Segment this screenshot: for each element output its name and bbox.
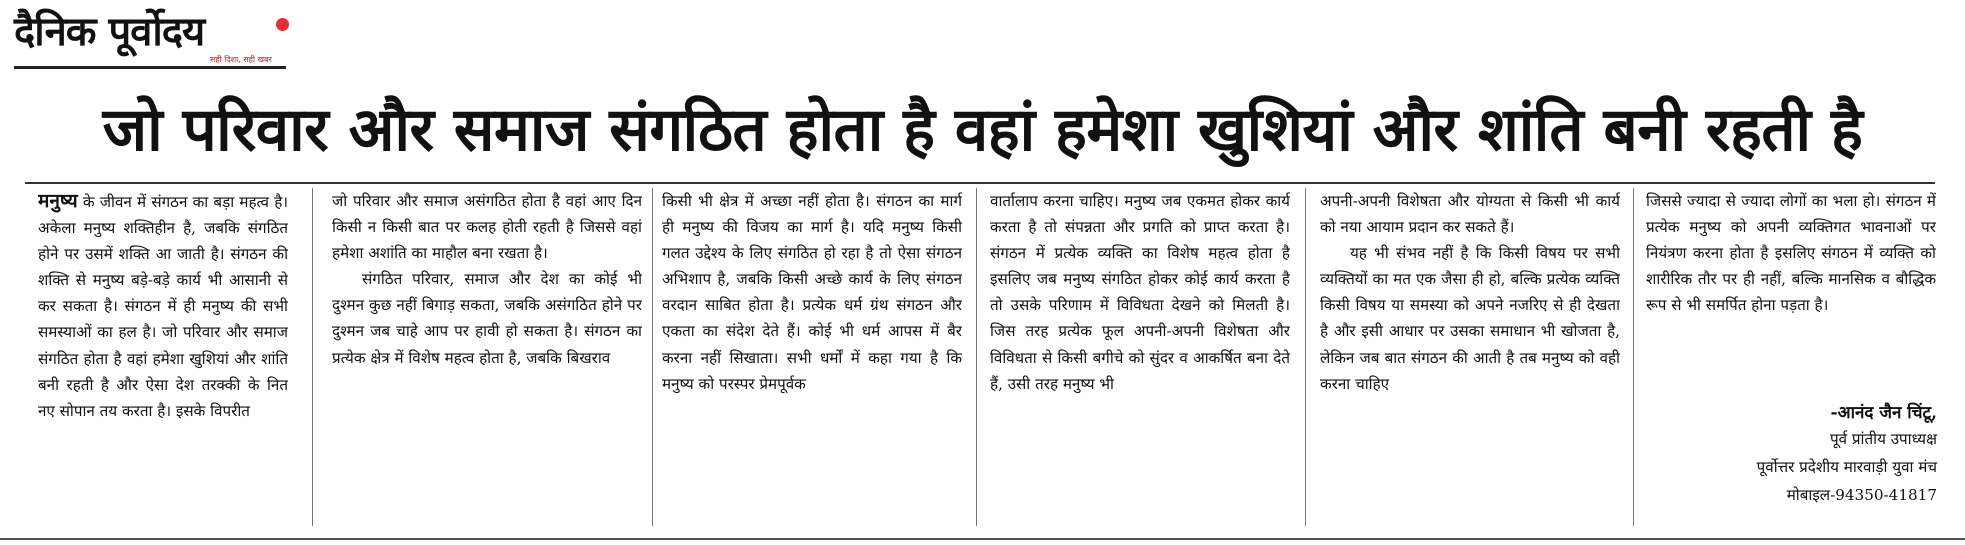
column-6-text: जिससे ज्यादा से ज्यादा लोगों का भला हो। संगठन में प्रत्येक मनुष्य को अपनी व्यक्तिगत भावनाओं पर नियंत्रण करना होता है इसलिए संगठन में व्यक्ति को शारीरिक तौर पर ही नहीं, बल्कि मानसिक व बौद्धिक रूप से भी समर्पित होना पड़ता है।	[1646, 192, 1936, 315]
column-divider	[312, 188, 313, 526]
article-column-3	[662, 188, 962, 533]
masthead-logo	[14, 8, 289, 78]
author-phone: मोबाइल-94350-41817	[1786, 486, 1937, 504]
column-divider	[1633, 188, 1634, 526]
author-role: पूर्व प्रांतीय उपाध्यक्ष	[1830, 430, 1937, 448]
column-divider	[976, 188, 977, 526]
logo-dot	[276, 18, 289, 31]
lead-word: मनुष्य	[38, 190, 78, 212]
newspaper-name: दैनिक पूर्वोदय	[14, 9, 205, 55]
article-column-1	[38, 188, 288, 533]
column-4-text: वार्तालाप करना चाहिए। मनुष्य जब एकमत होकर कार्य करता है तो संपन्नता और प्रगति को प्राप्त करता है। संगठन में प्रत्येक व्यक्ति का विशेष महत्व होता है इसलिए जब मनुष्य संगठित होकर कोई कार्य करता है तो उसके परिणाम में विविधता देखने को मिलती है। जिस तरह प्रत्येक फूल अपनी-अपनी विशेषता और विविधता से किसी बगीचे को सुंदर व आकर्षित बना देते हैं, उसी तरह मनुष्य भी	[990, 192, 1290, 393]
newspaper-tagline: सही दिशा, सही खबर	[210, 55, 272, 64]
column-2-paragraph-1: जो परिवार और समाज असंगठित होता है वहां आए दिन किसी न किसी बात पर कलह होती रहती है जिससे वहां हमेशा अशांति का माहौल बना रखता है।	[332, 192, 642, 263]
article-column-2	[332, 188, 642, 533]
column-2-paragraph-2: संगठित परिवार, समाज और देश का कोई भी दुश्मन कुछ नहीं बिगाड़ सकता, जबकि असंगठित होने पर दुश्मन जब चाहे आप पर हावी हो सकता है। संगठन का प्रत्येक क्षेत्र में विशेष महत्व होता है, जबकि बिखराव	[332, 270, 642, 367]
article-headline: जो परिवार और समाज संगठित होता है वहां हमेशा खुशियां और शांति बनी रहती है	[102, 95, 1863, 165]
page-bottom-rule	[0, 538, 1965, 540]
column-divider	[1305, 188, 1306, 526]
author-name: -आनंद जैन चिंटू,	[1830, 403, 1937, 423]
column-divider	[652, 188, 653, 526]
headline-divider	[25, 182, 1935, 184]
column-3-text: किसी भी क्षेत्र में अच्छा नहीं होता है। संगठन का मार्ग ही मनुष्य की विजय का मार्ग है। यदि मनुष्य किसी गलत उद्देश्य के लिए संगठित हो रहा है तो ऐसा संगठन अभिशाप है, जबकि किसी अच्छे कार्य के लिए संगठन वरदान साबित होता है। प्रत्येक धर्म ग्रंथ संगठन और एकता का संदेश देते हैं। कोई भी धर्म आपस में बैर करना नहीं सिखाता। सभी धर्मों में कहा गया है कि मनुष्य को परस्पर प्रेमपूर्वक	[662, 192, 962, 393]
column-5-paragraph-1: अपनी-अपनी विशेषता और योग्यता से किसी भी कार्य को नया आयाम प्रदान कर सकते हैं।	[1320, 192, 1620, 237]
masthead-underline	[14, 66, 286, 69]
column-5-paragraph-2: यह भी संभव नहीं है कि किसी विषय पर सभी व्यक्तियों का मत एक जैसा ही हो, बल्कि प्रत्येक व्यक्ति किसी विषय या समस्या को अपने नजरिए से ही देखता है और इसी आधार पर उसका समाधान भी खोजता है, लेकिन जब बात संगठन की आती है तब मनुष्य को वही करना चाहिए	[1320, 244, 1620, 393]
column-1-text: के जीवन में संगठन का बड़ा महत्व है। अकेला मनुष्य शक्तिहीन है, जबकि संगठित होने पर उसमें शक्ति आ जाती है। संगठन की शक्ति से मनुष्य बड़े-बड़े कार्य भी आसानी से कर सकता है। संगठन में ही मनुष्य की सभी समस्याओं का हल है। जो परिवार और समाज संगठित होता है वहां हमेशा खुशियां और शांति बनी रहती है और ऐसा देश तरक्की के नित नए सोपान तय करता है। इसके विपरीत	[38, 193, 288, 420]
article-column-6	[1646, 188, 1936, 533]
article-column-4	[990, 188, 1290, 533]
author-organization: पूर्वोत्तर प्रदेशीय मारवाड़ी युवा मंच	[1756, 458, 1937, 476]
article-column-5	[1320, 188, 1620, 533]
